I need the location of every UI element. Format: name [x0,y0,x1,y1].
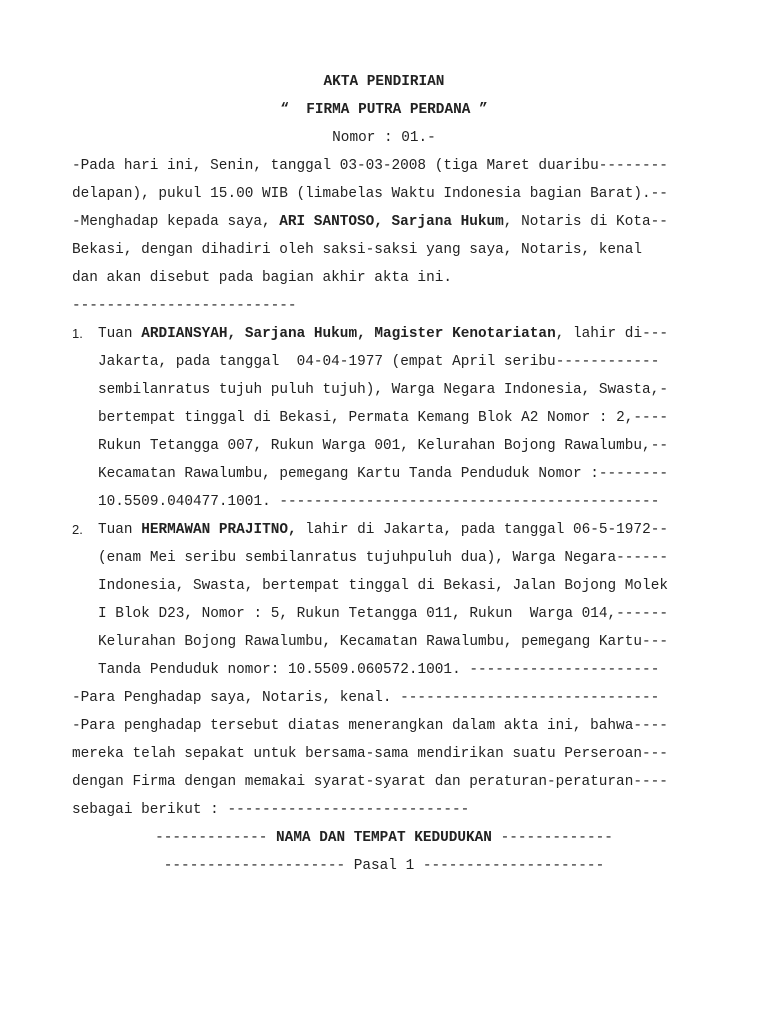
party-2-line: I Blok D23, Nomor : 5, Rukun Tetangga 011, Rukun Warga 014,------ [98,606,668,622]
separator-rule: -------------------------- [72,298,297,314]
party-1-line: Rukun Tetangga 007, Rukun Warga 001, Kelurahan Bojong Rawalumbu,-- [98,438,668,454]
closing-line: sebagai berikut : ---------------------------- [72,802,470,818]
party-1-line: sembilanratus tujuh puluh tujuh), Warga Negara Indonesia, Swasta,- [98,382,668,398]
article-heading: --------------------- Pasal 1 --------------------- [163,858,605,874]
party-1-line: 10.5509.040477.1001. -------------------------------------------- [98,494,660,510]
party-2-line: Kelurahan Bojong Rawalumbu, Kecamatan Rawalumbu, pemegang Kartu--- [98,634,668,650]
section-heading: ------------- NAMA DAN TEMPAT KEDUDUKAN ------------- [155,830,613,846]
appearance-line: -Menghadap kepada saya, ARI SANTOSO, Sarjana Hukum, Notaris di Kota-- [72,214,668,230]
closing-line: dengan Firma dengan memakai syarat-syarat dan peraturan-peraturan---- [72,774,668,790]
appearance-line: Bekasi, dengan dihadiri oleh saksi-saksi yang saya, Notaris, kenal [72,242,642,258]
party-number: 2. [72,522,83,537]
party-1-line: Jakarta, pada tanggal 04-04-1977 (empat April seribu------------ [98,354,660,370]
party-2-name: HERMAWAN PRAJITNO, [141,522,297,538]
party-2-line: Tanda Penduduk nomor: 10.5509.060572.1001. ---------------------- [98,662,660,678]
closing-line: -Para Penghadap saya, Notaris, kenal. ------------------------------ [72,690,660,706]
party-1-line: bertempat tinggal di Bekasi, Permata Kemang Blok A2 Nomor : 2,---- [98,410,668,426]
party-1-name: ARDIANSYAH, Sarjana Hukum, Magister Kenotariatan [141,326,556,342]
appearance-line: dan akan disebut pada bagian akhir akta ini. [72,270,452,286]
party-2-line: (enam Mei seribu sembilanratus tujuhpuluh dua), Warga Negara------ [98,550,668,566]
party-2-line: Indonesia, Swasta, bertempat tinggal di Bekasi, Jalan Bojong Molek [98,578,668,594]
firm-name: “ FIRMA PUTRA PERDANA ” [280,102,488,118]
intro-line: -Pada hari ini, Senin, tanggal 03-03-2008 (tiga Maret duaribu-------- [72,158,668,174]
party-1-line: Kecamatan Rawalumbu, pemegang Kartu Tanda Penduduk Nomor :-------- [98,466,668,482]
party-1-line: Tuan ARDIANSYAH, Sarjana Hukum, Magister Kenotariatan, lahir di--- [98,326,668,342]
deed-number: Nomor : 01.- [332,130,436,146]
notary-name: ARI SANTOSO, Sarjana Hukum [279,214,504,230]
intro-line: delapan), pukul 15.00 WIB (limabelas Waktu Indonesia bagian Barat).-- [72,186,668,202]
document-title: AKTA PENDIRIAN [323,74,445,90]
party-2-line: Tuan HERMAWAN PRAJITNO, lahir di Jakarta, pada tanggal 06-5-1972-- [98,522,668,538]
closing-line: -Para penghadap tersebut diatas menerangkan dalam akta ini, bahwa---- [72,718,668,734]
closing-line: mereka telah sepakat untuk bersama-sama mendirikan suatu Perseroan--- [72,746,668,762]
party-number: 1. [72,326,83,341]
